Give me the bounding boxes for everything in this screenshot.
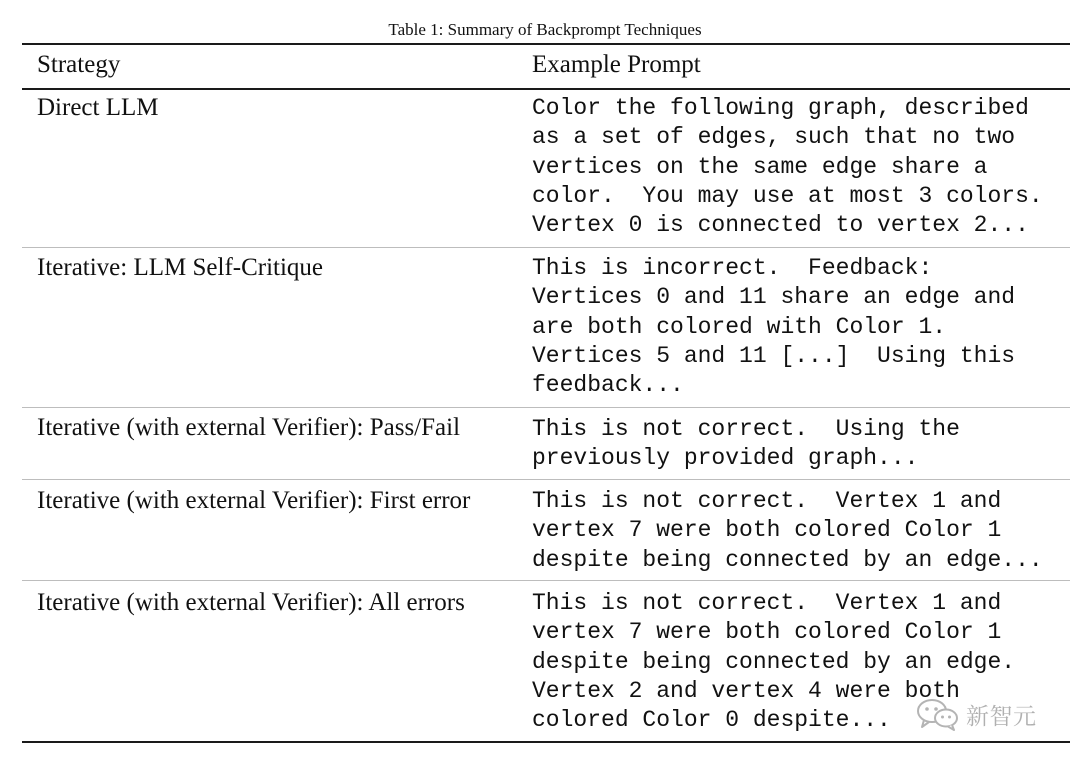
- header-strategy: Strategy: [37, 51, 121, 78]
- row-divider: [22, 247, 1070, 248]
- table-caption: Table 1: Summary of Backprompt Techniques: [388, 20, 702, 39]
- wechat-icon: [916, 697, 960, 731]
- header-example-prompt: Example Prompt: [532, 51, 701, 78]
- top-rule: [22, 43, 1070, 45]
- header-rule: [22, 88, 1070, 90]
- prompt-cell: This is not correct. Vertex 1 and vertex 7 were both colored Color 1 despite being connected by an edge. Vertex 2 and vertex 4 were both colored Color 0 despite...: [532, 590, 1016, 734]
- row-divider: [22, 580, 1070, 581]
- row-divider: [22, 479, 1070, 480]
- prompt-cell: Color the following graph, described as a set of edges, such that no two vertices on the same edge share a color. You may use at most 3 colors. Vertex 0 is connected to vertex 2...: [532, 95, 1043, 239]
- strategy-cell: Iterative (with external Verifier): Pass/Fail: [37, 414, 461, 441]
- prompt-cell: This is not correct. Vertex 1 and vertex 7 were both colored Color 1 despite being connected by an edge...: [532, 488, 1043, 573]
- watermark-text: 新智元: [966, 703, 1037, 730]
- strategy-cell: Iterative (with external Verifier): All errors: [37, 589, 465, 616]
- strategy-cell: Iterative (with external Verifier): First error: [37, 487, 471, 514]
- bottom-rule: [22, 741, 1070, 743]
- strategy-cell: Iterative: LLM Self-Critique: [37, 254, 324, 281]
- prompt-cell: This is not correct. Using the previously provided graph...: [532, 416, 960, 472]
- strategy-cell: Direct LLM: [37, 94, 159, 121]
- row-divider: [22, 407, 1070, 408]
- watermark: [916, 694, 1037, 734]
- prompt-cell: This is incorrect. Feedback: Vertices 0 and 11 share an edge and are both colored with Color 1. Vertices 5 and 11 [...] Using this feedback...: [532, 255, 1016, 399]
